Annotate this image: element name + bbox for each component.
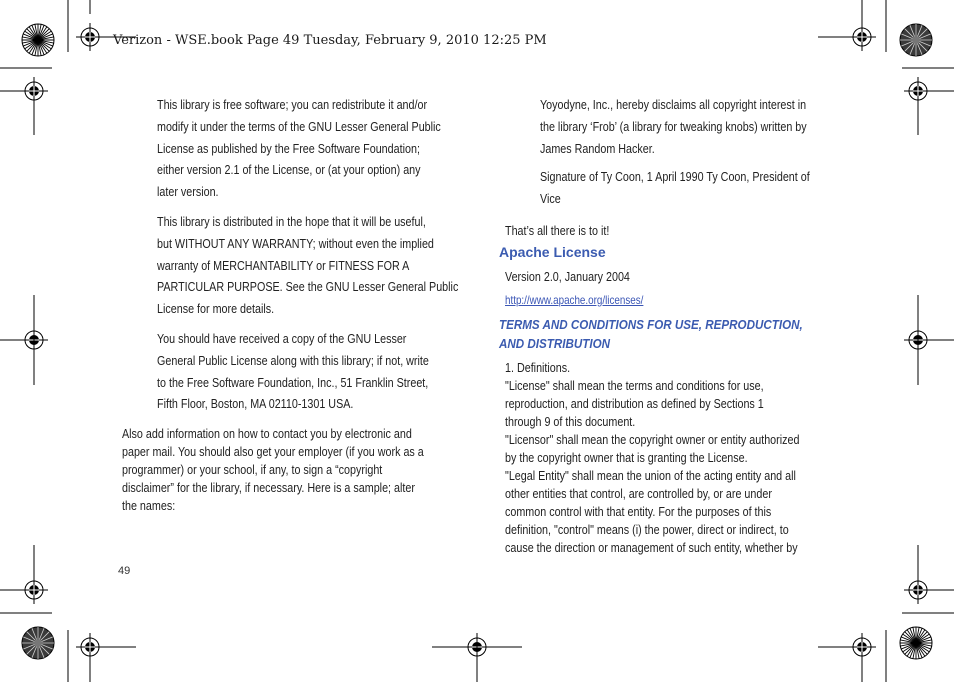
page-number: 49 [118,565,131,577]
license-url-link[interactable] [505,292,643,308]
text-line: Vice [540,192,561,207]
text-line: by the copyright owner that is granting the License. [505,451,748,465]
text-line: the names: [122,499,176,513]
text-line: This library is distributed in the hope that it will be useful, [157,214,426,229]
registration-mark-icon [904,77,932,105]
text-line: You should have received a copy of the GNU Lesser [157,331,407,346]
closing-line: That’s all there is to it! [505,224,610,238]
registration-mark-icon [904,576,932,604]
text-line: modify it under the terms of the GNU Lesser General Public [157,119,441,134]
text-line: Yoyodyne, Inc., hereby disclaims all copyright interest in [540,98,807,112]
copy-received-paragraph [157,329,458,416]
text-line: This library is free software; you can redistribute it and/or [157,98,428,112]
contact-info-paragraph [122,425,424,515]
heading-line: AND DISTRIBUTION [499,337,611,351]
right-indented-block [540,95,810,211]
starburst-target-icon [22,627,54,659]
text-line: License as published by the Free Software Foundation; [157,141,420,156]
text-line: "Licensor" shall mean the copyright owner or entity authorized [505,433,800,447]
text-line: other entities that control, are controlled by, or are under [505,487,772,501]
text-line: General Public License along with this library; if not, write [157,353,429,368]
text-line: either version 2.1 of the License, or (at your option) any [157,163,421,178]
text-line: 1. Definitions. [505,361,571,375]
text-line: but WITHOUT ANY WARRANTY; without even the implied [157,236,434,251]
text-line: through 9 of this document. [505,415,636,429]
text-line: James Random Hacker. [540,141,655,156]
starburst-target-icon [900,24,932,56]
text-line: "Legal Entity" shall mean the union of the acting entity and all [505,469,796,483]
license-notice-paragraph [157,95,458,204]
heading-line: TERMS AND CONDITIONS FOR USE, REPRODUCTION, [499,318,803,332]
text-line: definition, "control" means (i) the power, direct or indirect, to [505,523,789,537]
terms-heading [499,316,803,354]
text-line: PARTICULAR PURPOSE. See the GNU Lesser General Public [157,280,459,295]
registration-mark-icon [76,23,104,51]
license-url-text[interactable]: http://www.apache.org/licenses/ [505,293,644,307]
disclaimer-sample-paragraph [540,95,810,160]
warranty-paragraph [157,212,458,321]
running-head: Verizon - WSE.book Page 49 Tuesday, February 9, 2010 12:25 PM [113,33,547,48]
text-line: License for more details. [157,302,275,317]
license-version: Version 2.0, January 2004 [505,270,630,284]
starburst-target-icon [900,627,932,659]
section-title: Apache License [499,244,606,260]
definitions-block [505,359,799,557]
text-line: Fifth Floor, Boston, MA 02110-1301 USA. [157,397,354,412]
registration-mark-icon [848,23,876,51]
registration-mark-icon [20,77,48,105]
text-line: disclaimer” for the library, if necessary. Here is a sample; alter [122,481,415,495]
left-indented-block [157,95,458,416]
text-line: later version. [157,185,219,200]
starburst-target-icon [22,24,54,56]
text-line: programmer) or your school, if any, to sign a “copyright [122,463,383,477]
signature-paragraph [540,167,810,211]
text-line: paper mail. You should also get your employer (if you work as a [122,445,424,459]
registration-mark-icon [848,633,876,661]
text-line: reproduction, and distribution as defined by Sections 1 [505,397,764,411]
text-line: Also add information on how to contact you by electronic and [122,427,412,441]
text-line: Signature of Ty Coon, 1 April 1990 Ty Coon, President of [540,170,810,185]
registration-mark-icon [20,576,48,604]
registration-mark-icon [76,633,104,661]
text-line: "License" shall mean the terms and conditions for use, [505,379,764,393]
text-line: common control with that entity. For the purposes of this [505,505,772,519]
text-line: to the Free Software Foundation, Inc., 51 Franklin Street, [157,375,429,390]
text-line: warranty of MERCHANTABILITY or FITNESS FOR A [157,258,410,273]
text-line: the library ‘Frob’ (a library for tweaking knobs) written by [540,119,807,134]
text-line: cause the direction or management of such entity, whether by [505,541,798,555]
